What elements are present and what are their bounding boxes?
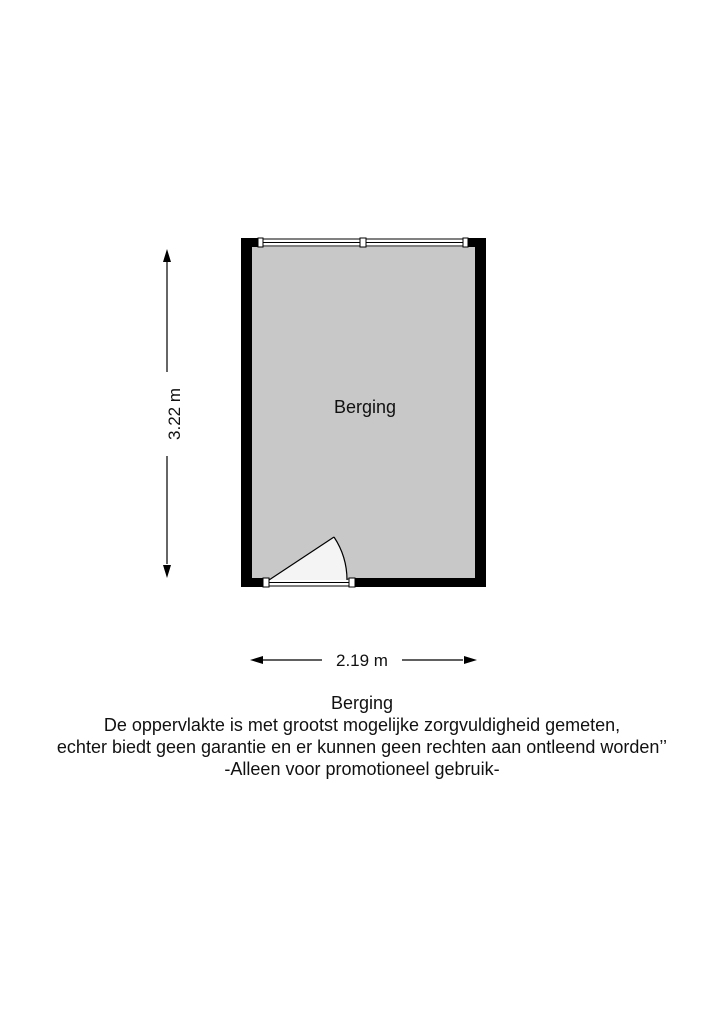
height-label: 3.22 m — [165, 388, 184, 440]
wall-top-left-stub — [241, 238, 258, 247]
width-label: 2.19 m — [336, 651, 388, 670]
caption-title: Berging — [330, 693, 394, 713]
arrowhead-right — [464, 656, 477, 664]
caption-disclaimer-line-3: -Alleen voor promotioneel gebruik- — [224, 759, 500, 779]
caption-disclaimer-line-2: echter biedt geen garantie en er kunnen geen rechten aan ontleend worden’’ — [56, 737, 668, 757]
caption-block — [0, 692, 724, 780]
arrowhead-up — [163, 249, 171, 262]
dimension-height — [163, 249, 184, 578]
wall-bottom-right — [355, 578, 486, 587]
caption-disclaimer-line-1: De oppervlakte is met grootst mogelijke zorgvuldigheid gemeten, — [103, 715, 621, 735]
wall-top-right-stub — [468, 238, 486, 247]
wall-right — [475, 238, 486, 587]
arrowhead-down — [163, 565, 171, 578]
window-top — [258, 238, 468, 247]
dimension-width — [250, 651, 477, 670]
room-label: Berging — [333, 397, 397, 417]
wall-bottom-left-stub — [241, 578, 263, 587]
arrowhead-left — [250, 656, 263, 664]
wall-left — [241, 238, 252, 587]
